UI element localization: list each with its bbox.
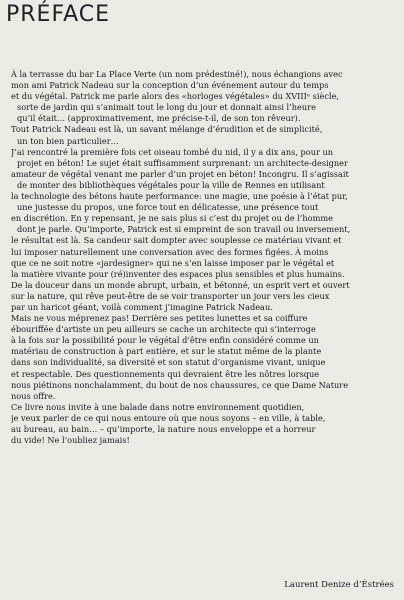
text-line: Ce livre nous invite à une balade dans notre environnement quotidien, <box>11 401 305 412</box>
preface-body <box>11 69 399 446</box>
text-line: ébouriffée d’artiste un peu ailleurs se cache un architecte qui s’interroge <box>11 324 316 335</box>
text-line: et respectable. Des questionnements qui devraient être les nôtres lorsque <box>11 368 320 379</box>
page-title: PRÉFACE <box>6 2 111 27</box>
text-line: dans son individualité, sa diversité et son statut d’organisme vivant, unique <box>11 357 326 368</box>
text-line: le résultat est là. Sa candeur sait dompter avec souplesse ce matériau vivant et <box>11 235 342 246</box>
author-signature: Laurent Denize d’Éstrées <box>284 580 394 590</box>
text-line: De la douceur dans un monde abrupt, urbain, et bétonné, un esprit vert et ouvert <box>11 279 350 290</box>
text-line: une justesse du propos, une force tout en délicatesse, une présence tout <box>17 202 319 213</box>
text-line: un ton bien particulier… <box>17 135 119 146</box>
text-line: par un haricot géant, voilà comment j’imagine Patrick Nadeau. <box>11 301 273 312</box>
text-line: du vide! Ne l’oubliez jamais! <box>11 435 130 446</box>
text-line: lui imposer naturellement une conversation avec des formes figées. À moins <box>11 246 329 257</box>
text-line: que ce ne soit notre «jardesigner» qui ne s’en laisse imposer par le végétal et <box>11 257 335 268</box>
text-line: Tout Patrick Nadeau est là, un savant mélange d’érudition et de simplicité, <box>11 124 323 135</box>
text-line: de monter des bibliothèques végétales pour la ville de Rennes en utilisant <box>17 179 325 190</box>
text-line: amateur de végétal venant me parler d’un projet en béton! Incongru. Il s’agissait <box>11 168 349 179</box>
text-line: Mais ne vous méprenez pas! Derrière ses petites lunettes et sa coiffure <box>11 313 308 324</box>
text-line: projet en béton! Le sujet était suffisamment surprenant: un architecte-designer <box>17 157 348 168</box>
text-line: à la fois sur la possibilité pour le végétal d’être enfin considéré comme un <box>11 335 319 346</box>
text-line: À la terrasse du bar La Place Verte (un nom prédestiné!), nous échangions avec <box>11 69 343 79</box>
text-line: dont je parle. Qu’importe, Patrick est si empreint de son travail ou inversement, <box>17 224 351 235</box>
text-line: au bureau, au bain… – qu’importe, la nature nous enveloppe et a horreur <box>11 424 316 434</box>
text-line: mon ami Patrick Nadeau sur la conception d’un événement autour du temps <box>11 80 329 91</box>
text-line: nous piétinons nonchalamment, du bout de nos chaussures, ce que Dame Nature <box>11 379 349 390</box>
text-line: et du végétal. Patrick me parle alors des «horloges végétales» du XVIIIᵉ siècle, <box>11 91 339 102</box>
text-line: sorte de jardin qui s’animait tout le long du jour et donnait ainsi l’heure <box>17 102 316 113</box>
text-line: je veux parler de ce qui nous entoure où que nous soyons – en ville, à table, <box>11 412 326 423</box>
text-line: J’ai rencontré la première fois cet oiseau tombé du nid, il y a dix ans, pour un <box>11 146 334 157</box>
text-line: matériau de construction à part entière, et sur le statut même de la plante <box>11 346 322 357</box>
text-line: en discrétion. En y repensant, je ne sais plus si c’est du projet ou de l’homme <box>11 213 333 224</box>
text-line: nous offre. <box>11 390 56 401</box>
text-line: la technologie des bétons haute performance: une magie, une poésie à l’état pur, <box>11 191 348 202</box>
text-line: qu’il était… (approximativement, me précise-t-il, de son ton rêveur). <box>17 113 301 124</box>
text-line: sur la nature, qui rêve peut-être de se voir transporter un jour vers les cieux <box>11 290 330 301</box>
text-line: la matière vivante pour (ré)inventer des espaces plus sensibles et plus humains. <box>11 268 345 279</box>
